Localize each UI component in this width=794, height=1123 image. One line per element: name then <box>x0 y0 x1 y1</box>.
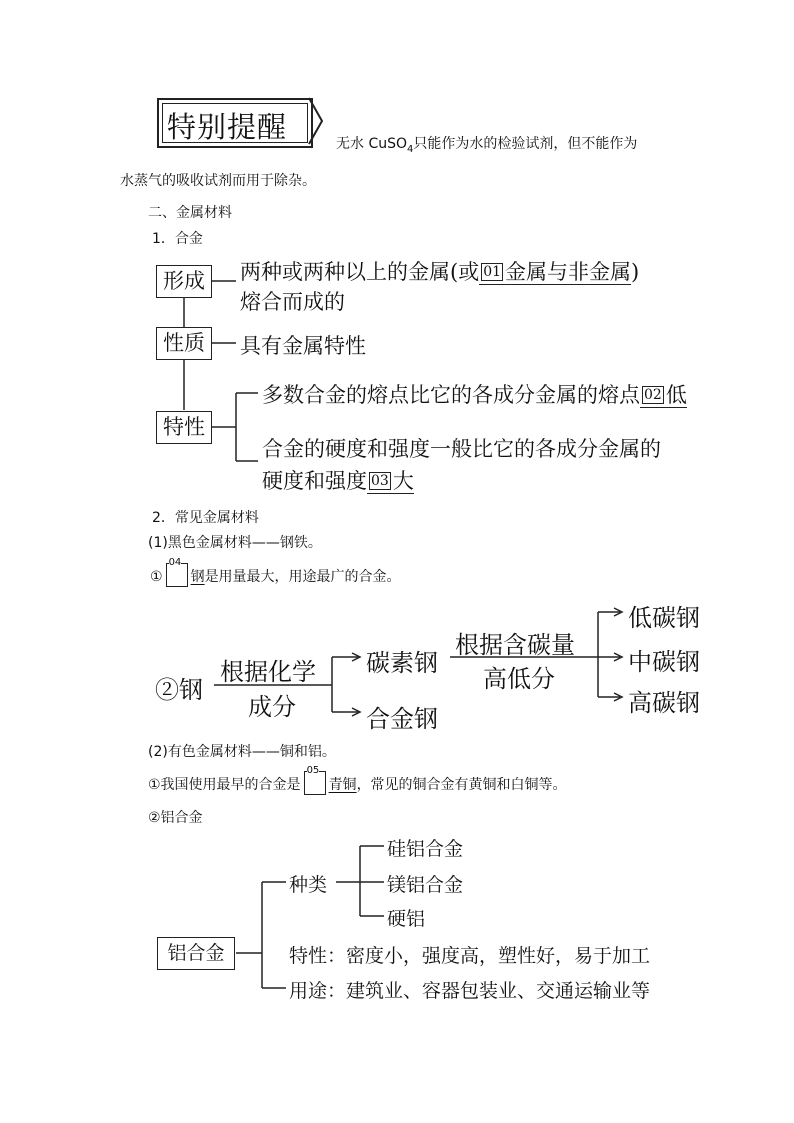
answer-number-01: 01 <box>483 264 502 280</box>
feature1-answer: 低 <box>665 383 687 407</box>
by-carbon-top: 根据含碳量 <box>455 631 575 659</box>
feature-line-1 <box>262 379 687 409</box>
ferrous-title: (1)黑色金属材料——钢铁。 <box>148 535 322 551</box>
box-aluminum-alloy: 铝合金 <box>157 937 235 970</box>
formation-text-a: 两种或两种以上的金属(或 <box>240 260 480 284</box>
feature-line-3 <box>262 465 414 495</box>
aluminum-feature: 特性：密度小，强度高，塑性好，易于加工 <box>289 945 651 967</box>
section-title: 二、金属材料 <box>148 205 232 221</box>
formation-text-b: ) <box>631 260 640 284</box>
item1-prefix: ① <box>150 569 163 585</box>
feature2-answer-group <box>367 469 414 494</box>
formation-line-2: 熔合而成的 <box>240 290 345 314</box>
badge-text: 特别提醒 <box>167 110 288 144</box>
answer-number-03: 03 <box>371 473 389 489</box>
formation-answer-group <box>479 260 631 285</box>
copper-text-b: ，常见的铜合金有黄铜和白铜等。 <box>356 777 567 793</box>
type-magnesium-aluminum: 镁铝合金 <box>387 874 464 896</box>
carbon-steel: 碳素钢 <box>366 649 438 677</box>
answer-number-02: 02 <box>644 387 662 403</box>
answer-slot-05 <box>304 765 326 795</box>
by-composition-bottom: 成分 <box>248 693 296 721</box>
property-text: 具有金属特性 <box>240 334 366 358</box>
steel-answer: 钢 <box>190 569 205 585</box>
answer-number-04: 04 <box>168 557 182 568</box>
aluminum-title: ②铝合金 <box>148 810 203 826</box>
nonferrous-title: (2)有色金属材料——铜和铝。 <box>148 744 336 760</box>
low-carbon-steel: 低碳钢 <box>628 604 700 632</box>
aluminum-use: 用途：建筑业、容器包装业、交通运输业等 <box>289 980 651 1002</box>
by-carbon-bottom: 高低分 <box>483 665 555 693</box>
note-text-b: 只能作为水的检验试剂，但不能作为 <box>413 136 638 152</box>
subsection-alloy: 1．合金 <box>152 231 203 247</box>
formation-answer: 金属与非金属 <box>505 260 632 284</box>
feature2-text-b: 硬度和强度 <box>262 469 367 493</box>
note-subscript: 4 <box>407 143 414 155</box>
steel-prefix: ②钢 <box>155 676 203 704</box>
box-formation: 形成 <box>156 265 212 298</box>
formation-line-1 <box>240 256 639 286</box>
steel-item1-text: 是用量最大，用途最广的合金。 <box>204 569 401 585</box>
type-duralumin: 硬铝 <box>387 908 426 930</box>
type-silicon-aluminum: 硅铝合金 <box>387 838 464 860</box>
special-reminder-badge <box>157 98 313 148</box>
subsection-common-metals: 2．常见金属材料 <box>152 510 259 526</box>
medium-carbon-steel: 中碳钢 <box>628 648 700 676</box>
box-property: 性质 <box>156 327 212 360</box>
feature-line-2: 合金的硬度和强度一般比它的各成分金属的 <box>262 437 661 461</box>
by-composition-top: 根据化学 <box>220 658 316 686</box>
copper-text-a: ①我国使用最早的合金是 <box>148 777 301 793</box>
note-text-a: 无水 CuSO <box>336 136 408 152</box>
copper-item <box>148 765 567 795</box>
answer-slot-04 <box>166 557 188 587</box>
steel-item-1 <box>150 557 401 587</box>
feature1-text: 多数合金的熔点比它的各成分金属的熔点 <box>262 383 640 407</box>
copper-answer: 青铜 <box>328 777 357 793</box>
note-line-1 <box>336 133 637 155</box>
feature2-answer: 大 <box>392 469 414 493</box>
types-label: 种类 <box>289 874 328 896</box>
note-line-2: 水蒸气的吸收试剂而用于除杂。 <box>120 173 316 189</box>
feature1-answer-group <box>640 383 687 408</box>
high-carbon-steel: 高碳钢 <box>628 689 700 717</box>
alloy-steel: 合金钢 <box>366 705 438 733</box>
answer-number-05: 05 <box>306 765 320 776</box>
box-feature: 特性 <box>156 411 212 444</box>
